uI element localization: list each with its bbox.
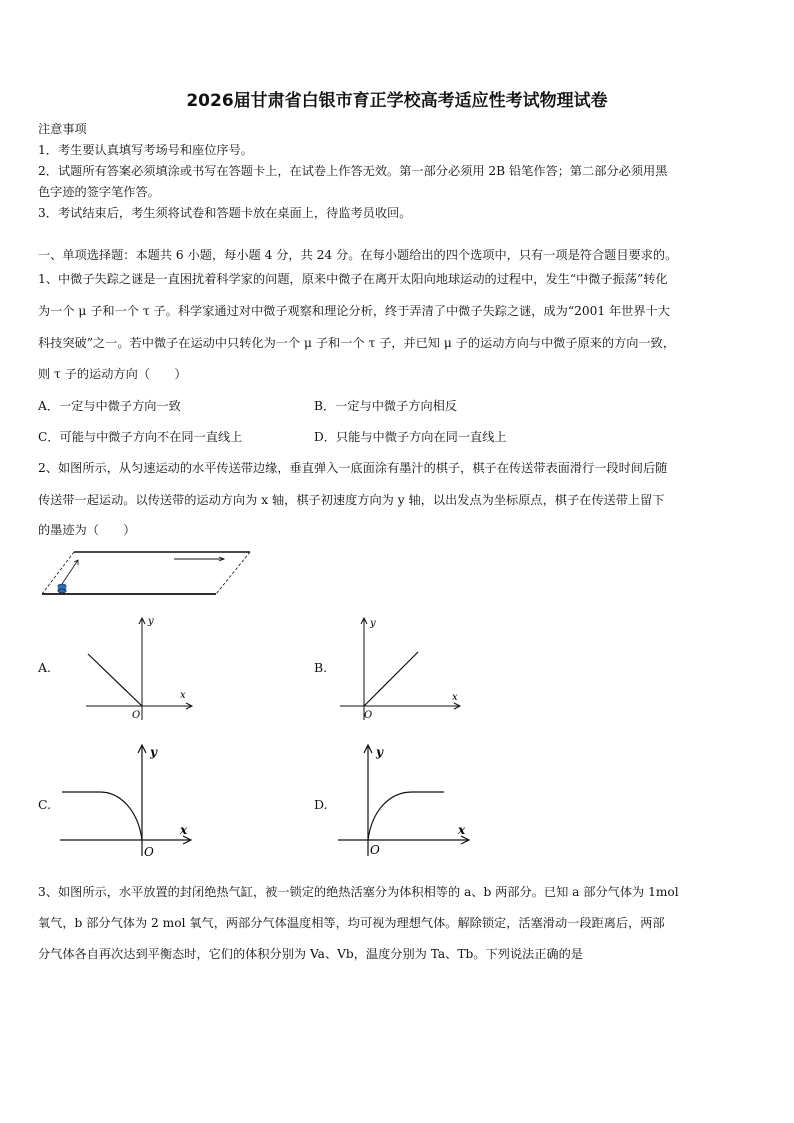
graph-a-y-axis-label: y bbox=[148, 616, 154, 627]
q1-text: 则 τ 子的运动方向（ ） bbox=[38, 367, 187, 381]
notice-item: 3．考试结束后，考生须将试卷和答题卡放在桌面上，待监考员收回。 bbox=[38, 206, 412, 220]
q1-option-c[interactable]: C．可能与中微子方向不在同一直线上 bbox=[38, 430, 243, 444]
graph-d-trace bbox=[368, 792, 444, 840]
graph-c-y-axis-label: y bbox=[150, 745, 157, 759]
graph-c-label[interactable]: C. bbox=[38, 797, 52, 812]
chess-piece-launch-arrow bbox=[62, 560, 78, 584]
notice-item: 色字迹的签字笔作答。 bbox=[38, 185, 160, 199]
q1-option-a[interactable]: A．一定与中微子方向一致 bbox=[38, 399, 181, 413]
graph-c bbox=[58, 740, 198, 860]
notice-item: 1．考生要认真填写考场号和座位序号。 bbox=[38, 143, 253, 157]
section-heading: 一、单项选择题：本题共 6 小题，每小题 4 分，共 24 分。在每小题给出的四个选项中，只有一项是符合题目要求的。 bbox=[38, 248, 678, 262]
graph-a-trace bbox=[88, 654, 142, 706]
graph-b-label[interactable]: B. bbox=[314, 660, 328, 675]
q3-text: 3、如图所示，水平放置的封闭绝热气缸，被一锁定的绝热活塞分为体积相等的 a、b 两部分。已知 a 部分气体为 1mol bbox=[38, 885, 679, 899]
q2-text: 2、如图所示，从匀速运动的水平传送带边缘，垂直弹入一底面涂有墨汁的棋子，棋子在传送带表面滑行一段时间后随 bbox=[38, 461, 668, 475]
graph-c-origin-label: O bbox=[144, 845, 154, 859]
q1-text: 科技突破”之一。若中微子在运动中只转化为一个 μ 子和一个 τ 子，并已知 μ 子的运动方向与中微子原来的方向一致， bbox=[38, 336, 676, 350]
graph-d-origin-label: O bbox=[370, 843, 380, 857]
graph-b bbox=[336, 612, 466, 724]
graph-b-x-axis-label: x bbox=[452, 692, 458, 703]
q1-text: 1、中微子失踪之谜是一直困扰着科学家的问题，原来中微子在离开太阳向地球运动的过程中，发生“中微子振荡”转化 bbox=[38, 272, 668, 286]
graph-b-y-axis-label: y bbox=[370, 618, 376, 629]
page-title: 2026届甘肃省白银市育正学校高考适应性考试物理试卷 bbox=[186, 91, 608, 111]
graph-d-y-axis-label: y bbox=[376, 745, 383, 759]
graph-b-trace bbox=[364, 652, 418, 706]
graph-a-x-axis-label: x bbox=[180, 690, 186, 701]
graph-a-label[interactable]: A. bbox=[38, 660, 52, 675]
graph-d-x-axis-label: x bbox=[458, 823, 466, 837]
conveyor-belt-figure bbox=[38, 548, 254, 598]
q2-text: 的墨迹为（ ） bbox=[38, 523, 136, 537]
graph-a-origin-label: O bbox=[132, 710, 141, 721]
notice-heading: 注意事项 bbox=[38, 122, 87, 136]
q3-text: 分气体各自再次达到平衡态时，它们的体积分别为 Va、Vb，温度分别为 Ta、Tb。下列说法正确的是 bbox=[38, 947, 583, 961]
q1-option-b[interactable]: B．一定与中微子方向相反 bbox=[314, 399, 458, 413]
notice-item: 2．试题所有答案必须填涂或书写在答题卡上，在试卷上作答无效。第一部分必须用 2B 铅笔作答；第二部分必须用黑 bbox=[38, 164, 668, 178]
q3-text: 氧气，b 部分气体为 2 mol 氧气，两部分气体温度相等，均可视为理想气体。解除锁定，活塞滑动一段距离后，两部 bbox=[38, 916, 665, 930]
graph-d-label[interactable]: D. bbox=[314, 797, 328, 812]
q1-option-d[interactable]: D．只能与中微子方向在同一直线上 bbox=[314, 430, 507, 444]
q2-text: 传送带一起运动。以传送带的运动方向为 x 轴，棋子初速度方向为 y 轴，以出发点为坐标原点，棋子在传送带上留下 bbox=[38, 493, 665, 507]
graph-d bbox=[336, 740, 476, 860]
graph-c-trace bbox=[62, 792, 142, 840]
graph-c-x-axis-label: x bbox=[180, 823, 188, 837]
graph-b-origin-label: O bbox=[364, 710, 373, 721]
q1-text: 为一个 μ 子和一个 τ 子。科学家通过对中微子观察和理论分析，终于弄清了中微子失踪之谜，成为“2001 年世界十大 bbox=[38, 304, 670, 318]
graph-a bbox=[80, 612, 200, 724]
